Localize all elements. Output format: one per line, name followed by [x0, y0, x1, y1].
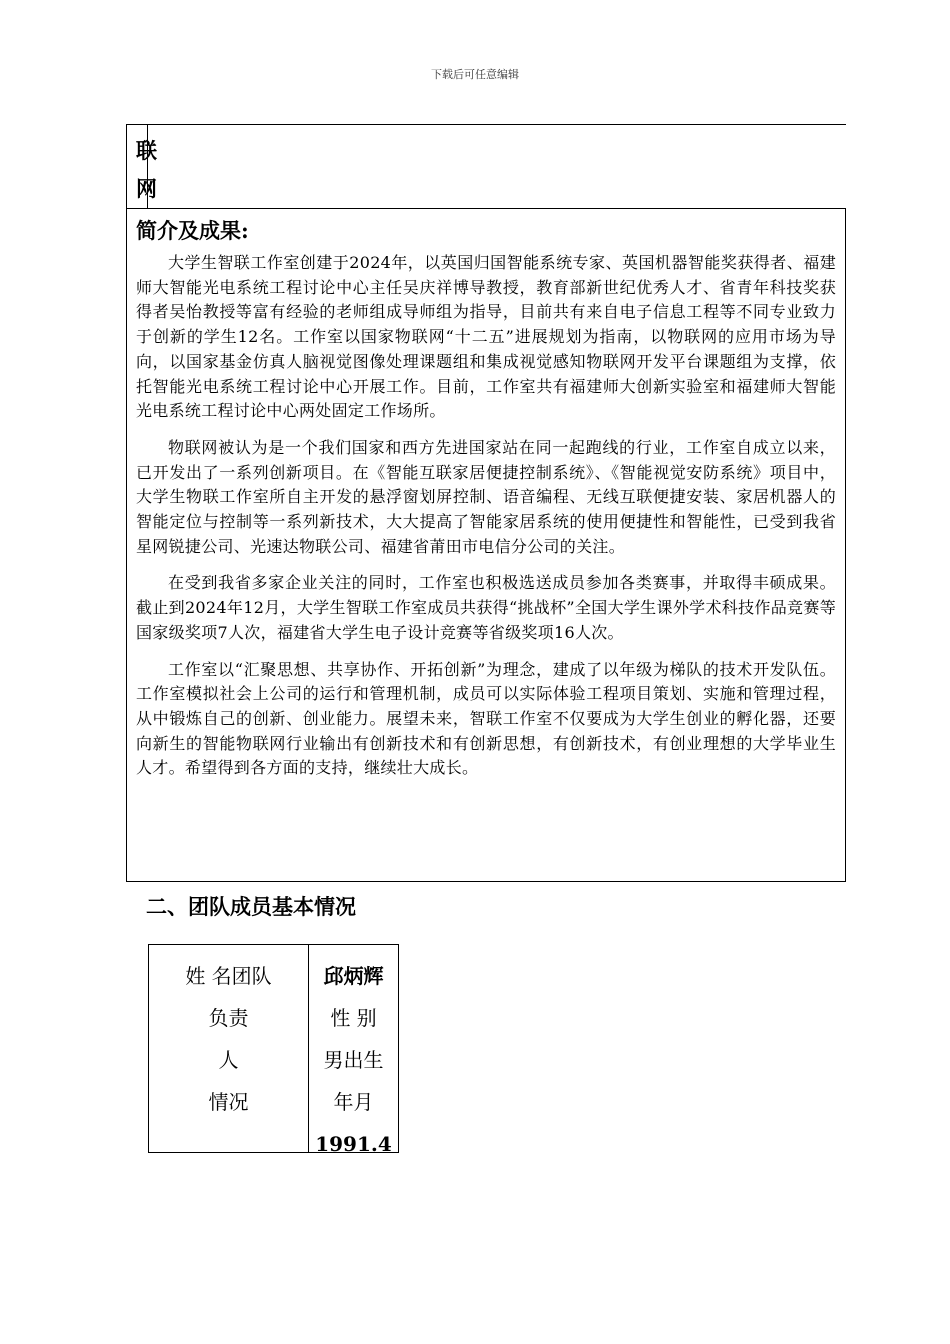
intro-box	[126, 208, 846, 882]
intro-paragraph: 在受到我省多家企业关注的同时，工作室也积极选送成员参加各类赛事，并取得丰硕成果。截止到2024年12月，大学生智联工作室成员共获得“挑战杯”全国大学生课外学术科技作品竞赛等国家级奖项7人次，福建省大学生电子设计竞赛等省级奖项16人次。	[136, 573, 836, 642]
vertical-label	[136, 132, 157, 208]
member-value-line: 性 别	[330, 1006, 377, 1030]
member-name: 邱炳辉	[323, 964, 384, 988]
member-label-line: 人	[218, 1048, 239, 1072]
intro-paragraph: 物联网被认为是一个我们国家和西方先进国家站在同一起跑线的行业，工作室自成立以来，已开发出了一系列创新项目。在《智能互联家居便捷控制系统》、《智能视觉安防系统》项目中，大学生物联工作室所自主开发的悬浮窗划屏控制、语音编程、无线互联便捷安装、家居机器人的智能定位与控制等一系列新技术，大大提高了智能家居系统的使用便捷性和智能性，已受到我省星网锐捷公司、光速达物联公司、福建省莆田市电信分公司的关注。	[136, 437, 836, 556]
member-value-line: 男出生	[323, 1048, 384, 1072]
member-label-line: 姓 名团队	[185, 964, 272, 988]
vertical-label-char: 联	[136, 138, 157, 163]
intro-paragraph: 大学生智联工作室创建于2024年，以英国归国智能系统专家、英国机器智能奖获得者、福建师大智能光电系统工程讨论中心主任吴庆祥博导教授，教育部新世纪优秀人才、省青年科技奖获得者吴怡教授等富有经验的老师组成导师组为指导，目前共有来自电子信息工程等不同专业致力于创新的学生12名。工作室以国家物联网“十二五”进展规划为指南，以物联网的应用市场为导向，以国家基金仿真人脑视觉图像处理课题组和集成视觉感知物联网开发平台课题组为支撑，依托智能光电系统工程讨论中心开展工作。目前，工作室共有福建师大创新实验室和福建师大智能光电系统工程讨论中心两处固定工作场所。	[136, 253, 836, 421]
member-label-column	[149, 955, 308, 1123]
intro-paragraph: 工作室以“汇聚思想、共享协作、开拓创新”为理念，建成了以年级为梯队的技术开发队伍。工作室模拟社会上公司的运行和管理机制，成员可以实际体验工程项目策划、实施和管理过程，从中锻炼自己的创新、创业能力。展望未来，智联工作室不仅要成为大学生创业的孵化器，还要向新生的智能物联网行业输出有创新技术和有创新思想，有创新技术，有创业理想的大学毕业生人才。希望得到各方面的支持，继续壮大成长。	[136, 659, 836, 778]
table-top-rule	[126, 124, 846, 125]
member-value-line: 年月	[333, 1090, 374, 1114]
member-table	[148, 944, 399, 1156]
header-note: 下载后可任意编辑	[431, 68, 519, 81]
member-label-line: 负责	[208, 1006, 249, 1030]
member-value-column	[309, 955, 398, 1165]
vertical-label-char: 网	[136, 176, 157, 201]
intro-body	[136, 251, 836, 793]
intro-title: 简介及成果:	[136, 218, 249, 243]
member-birth: 1991.4	[315, 1132, 392, 1156]
section-title: 二、团队成员基本情况	[146, 894, 356, 919]
member-label-line: 情况	[208, 1090, 249, 1114]
